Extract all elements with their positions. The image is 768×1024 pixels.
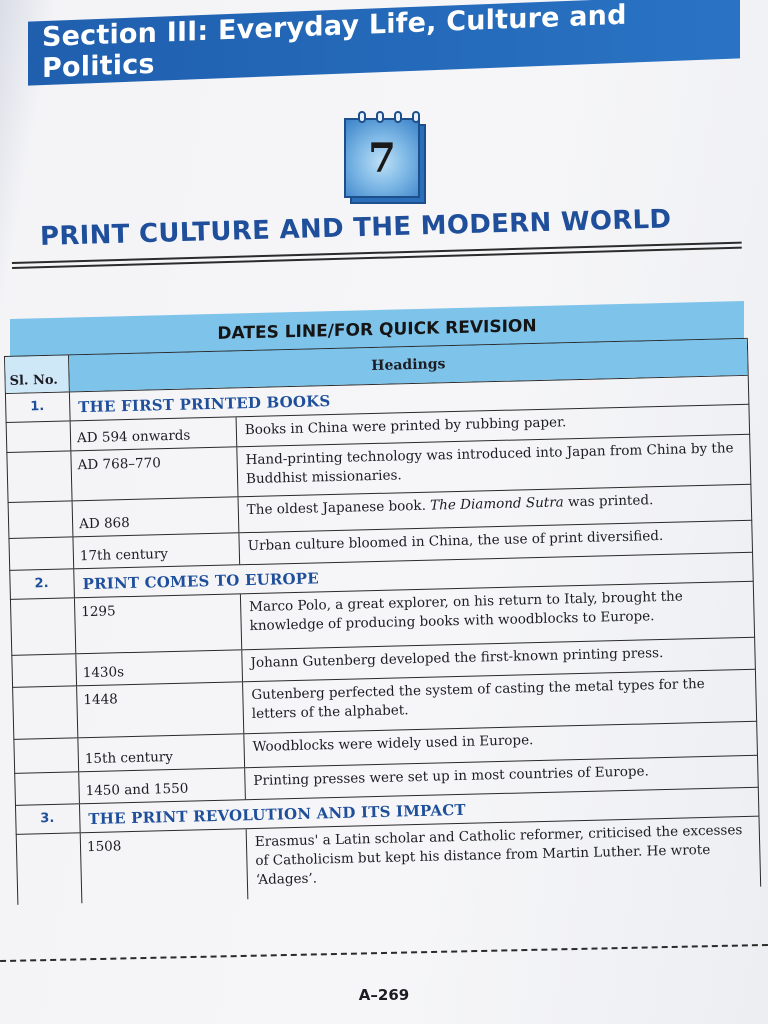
headings-header: Headings [69, 339, 748, 392]
group-title: THE FIRST PRINTED BOOKS [78, 392, 331, 417]
row-event: Printing presses were set up in most countries of Europe. [253, 763, 649, 790]
row-date: 1508 [81, 829, 249, 903]
group-title: THE PRINT REVOLUTION AND ITS IMPACT [88, 800, 466, 829]
row-event: Urban culture bloomed in China, the use of print diversified. [247, 527, 664, 555]
page-number: A–269 [358, 986, 410, 1004]
row-event: Hand-printing technology was introduced into Japan from China by the Buddhist missionaries. [245, 440, 734, 488]
group-number: 3. [16, 804, 81, 834]
row-event: Books in China were printed by rubbing paper. [244, 414, 567, 439]
row-event: Erasmus' a Latin scholar and Catholic reformer, criticised the excesses of Catholicism but kept his distance from Martin Luther. He wrote ‘Adages’. [254, 822, 743, 889]
calendar-rings [358, 111, 420, 123]
group-title: PRINT COMES TO EUROPE [82, 569, 320, 594]
row-date: AD 594 onwards [71, 417, 238, 450]
row-event: Marco Polo, a great explorer, on his return to Italy, brought the knowledge of producing books with woodblocks to Europe. [249, 588, 683, 635]
calendar-icon [344, 118, 426, 204]
group-number: 2. [10, 569, 75, 599]
row-event: Johann Gutenberg developed the first-known printing press. [250, 644, 664, 672]
row-date: 1448 [77, 682, 244, 737]
sl-no-header: Sl. No. [5, 355, 70, 393]
dates-banner-text: DATES LINE/FOR QUICK REVISION [217, 316, 537, 344]
dates-table [4, 338, 763, 966]
chapter-title: PRINT CULTURE AND THE MODERN WORLD [39, 204, 672, 252]
row-date: 1430s [76, 650, 243, 685]
row-date: 17th century [73, 533, 240, 568]
row-date: AD 868 [73, 497, 240, 536]
row-event: The oldest Japanese book. The Diamond Sutra was printed. [246, 492, 654, 519]
row-event: Woodblocks were widely used in Europe. [252, 732, 534, 756]
section-banner-text: Section III: Everyday Life, Culture and Politics [42, 0, 627, 85]
chapter-number: 7 [368, 134, 396, 182]
group-number: 1. [6, 392, 71, 422]
row-date: AD 768–770 [71, 447, 238, 500]
row-date: 15th century [78, 734, 245, 771]
row-date: 1295 [75, 594, 242, 653]
row-date: 1450 and 1550 [79, 768, 246, 803]
row-event: Gutenberg perfected the system of casting the metal types for the letters of the alphabet. [251, 675, 705, 723]
book-title: The Diamond Sutra [429, 494, 564, 514]
